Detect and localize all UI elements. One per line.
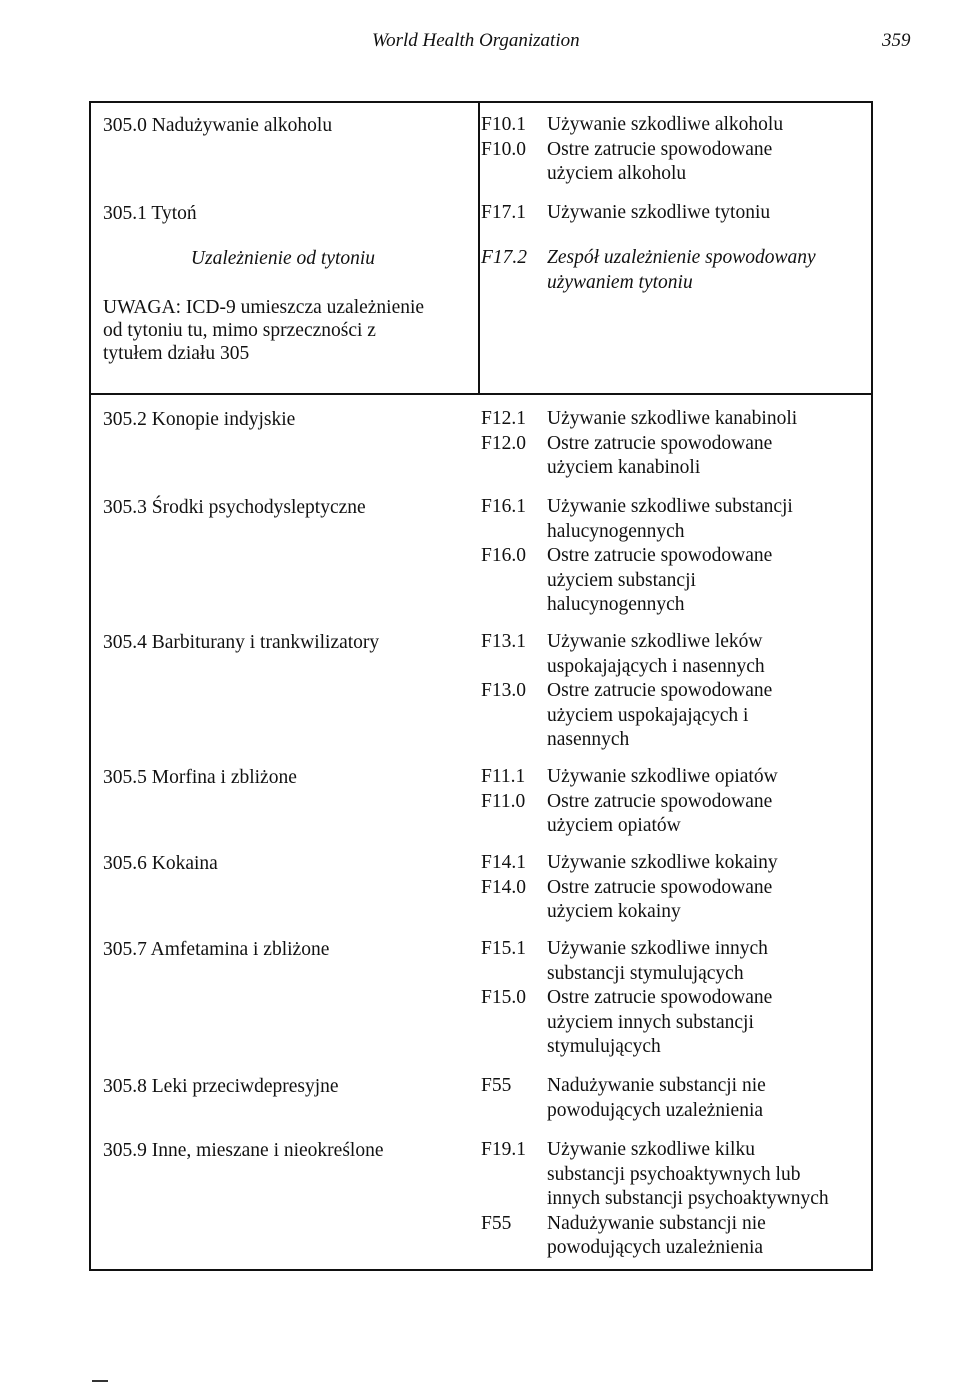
- icd9-label: 305.9 Inne, mieszane i nieokreślone: [103, 1140, 384, 1161]
- icd10-group-305-9: [481, 1138, 861, 1261]
- icd9-label: 305.6 Kokaina: [103, 853, 218, 874]
- icd10-text: substancji psychoaktywnych lub: [547, 1163, 801, 1185]
- icd9-sublabel: Uzależnienie od tytoniu: [190, 248, 376, 269]
- icd10-text: uspokajających i nasennych: [547, 655, 765, 677]
- icd9-entry-305-4: [103, 630, 379, 655]
- icd10-code: F13.0: [481, 680, 526, 701]
- icd10-code: F17.1: [481, 202, 526, 223]
- icd10-text: Nadużywanie substancji nie: [547, 1075, 766, 1096]
- icd10-text: użyciem alkoholu: [547, 163, 687, 184]
- icd9-label: 305.8 Leki przeciwdepresyjne: [103, 1076, 339, 1097]
- icd10-entry-f12-0: [481, 432, 861, 481]
- icd10-code: F15.0: [481, 987, 526, 1008]
- icd9-label: 305.7 Amfetamina i zbliżone: [103, 939, 330, 960]
- icd10-text: Nadużywanie substancji nie: [547, 1212, 766, 1234]
- icd10-text: powodujących uzależnienia: [547, 1099, 764, 1121]
- note-line: od tytoniu tu, mimo sprzeczności z: [103, 320, 376, 341]
- icd10-entry-f13-0: [481, 679, 861, 753]
- icd10-code: F16.0: [481, 545, 526, 566]
- icd10-group-305-6: [481, 851, 861, 925]
- icd10-text: użyciem kanabinoli: [547, 457, 701, 478]
- icd10-text: Ostre zatrucie spowodowane: [547, 545, 773, 566]
- icd9-entry-305-3: [103, 495, 366, 520]
- icd10-entry-f55: [481, 1074, 861, 1123]
- icd9-label: 305.3 Środki psychodysleptyczne: [103, 497, 366, 518]
- icd10-text: użyciem substancji: [547, 569, 696, 591]
- icd10-text: nasennych: [547, 729, 630, 750]
- icd10-code: F16.1: [481, 496, 526, 517]
- icd10-text: Używanie szkodliwe kilku: [547, 1139, 755, 1160]
- icd10-entry-f11-0: [481, 790, 861, 839]
- icd10-entry-f15-1: [481, 937, 861, 986]
- icd10-entry-f17-1: [481, 201, 861, 226]
- icd10-text: halucynogennych: [547, 594, 685, 615]
- icd10-text: Używanie szkodliwe leków: [547, 631, 763, 652]
- icd10-code: F14.1: [481, 852, 526, 873]
- icd10-group-305-0: [481, 113, 861, 187]
- icd9-label: 305.1 Tytoń: [103, 203, 197, 224]
- page-number: 359: [882, 30, 911, 51]
- note-line: tytułem działu 305: [103, 343, 250, 364]
- icd10-text: Używanie szkodliwe tytoniu: [547, 202, 771, 223]
- icd10-text: stymulujących: [547, 1036, 661, 1057]
- icd10-code: F10.0: [481, 138, 526, 160]
- icd10-text: Ostre zatrucie spowodowane: [547, 138, 773, 160]
- icd10-entry-f13-1: [481, 630, 861, 679]
- icd10-code: F14.0: [481, 876, 526, 898]
- icd10-entry-f17-2: [481, 246, 861, 295]
- icd10-group-305-3: [481, 495, 861, 618]
- icd10-text: Używanie szkodliwe substancji: [547, 496, 793, 517]
- icd10-text: użyciem opiatów: [547, 815, 681, 836]
- icd9-label: 305.0 Nadużywanie alkoholu: [103, 115, 333, 136]
- scan-mark: [92, 1380, 108, 1382]
- icd10-text: substancji stymulujących: [547, 962, 744, 984]
- icd10-text: halucynogennych: [547, 520, 685, 542]
- icd10-entry-f12-1: [481, 407, 861, 432]
- icd10-group-305-7: [481, 937, 861, 1060]
- icd10-text: powodujących uzależnienia: [547, 1237, 764, 1258]
- icd9-entry-305-9: [103, 1138, 384, 1163]
- icd10-entry-f55-second: [481, 1212, 861, 1261]
- icd10-text: użyciem uspokajających i: [547, 704, 749, 726]
- icd10-text: Ostre zatrucie spowodowane: [547, 680, 773, 701]
- icd10-text: Zespół uzależnienie spowodowany: [547, 247, 816, 268]
- icd10-group-305-5: [481, 765, 861, 839]
- icd10-entry-f14-1: [481, 851, 861, 876]
- icd10-text: Używanie szkodliwe kanabinoli: [547, 408, 798, 429]
- column-divider: [478, 101, 480, 393]
- icd10-group-305-2: [481, 407, 861, 481]
- icd10-text: używaniem tytoniu: [547, 271, 693, 293]
- icd9-entry-305-7: [103, 937, 329, 962]
- icd10-text: Używanie szkodliwe opiatów: [547, 766, 778, 787]
- row-divider: [89, 393, 871, 395]
- icd9-entry-305-5: [103, 765, 297, 790]
- icd10-entry-f10-1: [481, 113, 861, 138]
- icd10-group-305-4: [481, 630, 861, 753]
- icd10-code: F15.1: [481, 938, 526, 959]
- icd9-entry-305-8: [103, 1074, 339, 1099]
- icd10-group-305-1: [481, 201, 861, 226]
- icd10-text: Ostre zatrucie spowodowane: [547, 432, 773, 454]
- icd10-entry-f10-0: [481, 138, 861, 187]
- icd9-entry-305-6: [103, 851, 218, 876]
- icd10-text: Używanie szkodliwe kokainy: [547, 852, 778, 873]
- icd10-entry-f16-0: [481, 544, 861, 618]
- icd9-label: 305.4 Barbiturany i trankwilizatory: [103, 632, 380, 653]
- icd10-code: F55: [481, 1212, 512, 1234]
- icd10-code: F12.1: [481, 408, 526, 429]
- running-head-title: World Health Organization: [372, 30, 580, 51]
- icd10-text: Ostre zatrucie spowodowane: [547, 876, 773, 898]
- icd9-entry-305-0: [103, 113, 332, 138]
- icd10-code: F11.0: [481, 790, 526, 812]
- icd9-subentry-tobacco-dependence: [103, 246, 463, 271]
- icd10-code: F13.1: [481, 631, 526, 652]
- icd9-entry-305-2: [103, 407, 295, 432]
- icd10-text: użyciem kokainy: [547, 901, 681, 922]
- icd9-entry-305-1: [103, 201, 197, 226]
- icd9-label: 305.5 Morfina i zbliżone: [103, 767, 297, 788]
- icd10-entry-f14-0: [481, 876, 861, 925]
- icd10-code: F19.1: [481, 1139, 526, 1160]
- icd10-entry-f11-1: [481, 765, 861, 790]
- icd9-note: [103, 296, 424, 365]
- icd10-group-305-8: [481, 1074, 861, 1123]
- icd10-text: Ostre zatrucie spowodowane: [547, 790, 773, 812]
- icd10-text: innych substancji psychoaktywnych: [547, 1188, 829, 1209]
- icd10-text: Ostre zatrucie spowodowane: [547, 987, 773, 1008]
- icd10-text: Używanie szkodliwe alkoholu: [547, 114, 784, 135]
- icd10-text: użyciem innych substancji: [547, 1011, 754, 1033]
- icd10-code: F12.0: [481, 432, 526, 454]
- icd10-code: F17.2: [481, 247, 528, 268]
- icd10-entry-f19-1: [481, 1138, 861, 1212]
- icd10-code: F11.1: [481, 766, 526, 787]
- icd10-entry-f16-1: [481, 495, 861, 544]
- icd9-label: 305.2 Konopie indyjskie: [103, 409, 296, 430]
- icd10-text: Używanie szkodliwe innych: [547, 938, 768, 959]
- icd10-code: F10.1: [481, 114, 526, 135]
- note-line: UWAGA: ICD-9 umieszcza uzależnienie: [103, 297, 425, 318]
- icd10-code: F55: [481, 1075, 512, 1096]
- icd10-entry-f15-0: [481, 986, 861, 1060]
- icd10-group-tobacco-dependence: [481, 246, 861, 295]
